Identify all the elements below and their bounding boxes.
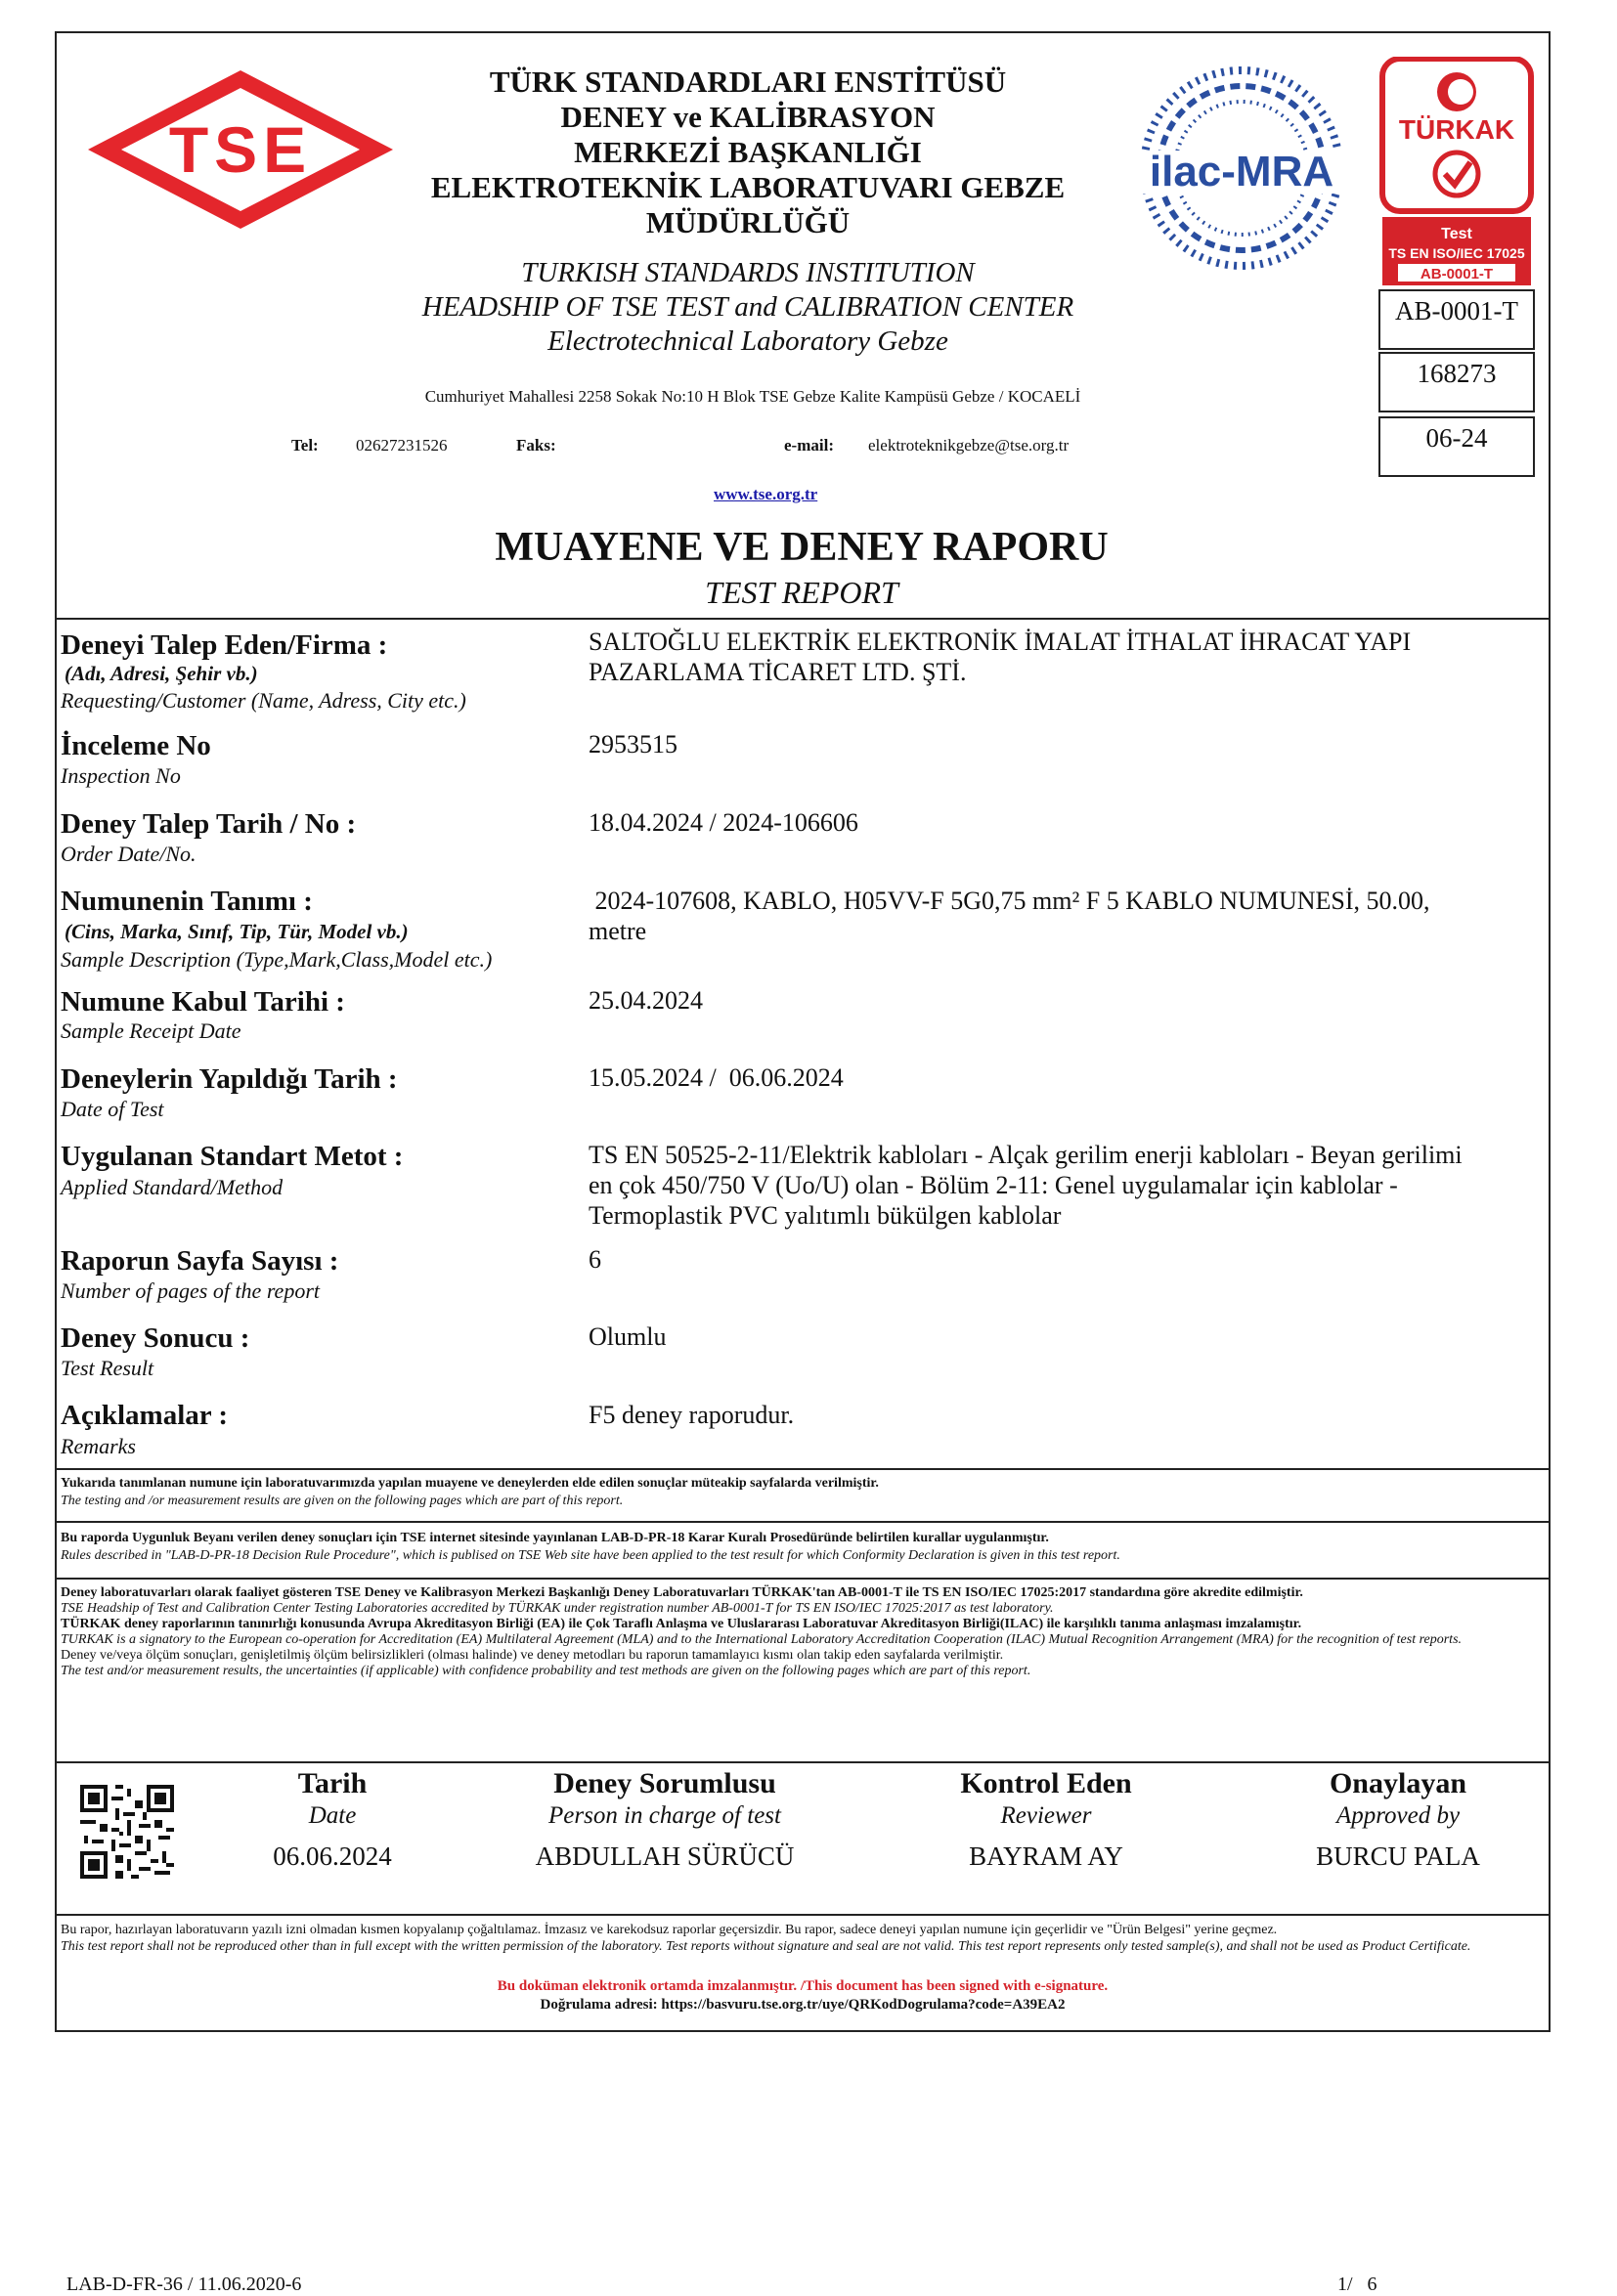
header-en-line: Electrotechnical Laboratory Gebze: [547, 325, 948, 357]
sig-reviewer-value: BAYRAM AY: [969, 1841, 1123, 1871]
pages-sub: Number of pages of the report: [61, 1278, 320, 1303]
note-uncertainty-en: The test and/or measurement results, the uncertainties (if applicable) with confidence probability and test methods are given on the following pages which are part of this report.: [61, 1664, 1031, 1678]
website-link[interactable]: www.tse.org.tr: [714, 485, 818, 503]
customer-label: Deneyi Talep Eden/Firma :: [61, 629, 388, 661]
remarks-label: Açıklamalar :: [61, 1400, 229, 1431]
tse-logo: [84, 66, 397, 233]
order-sub: Order Date/No.: [61, 842, 197, 866]
esign-notice: Bu doküman elektronik ortamda imzalanmıştır. /This document has been signed with e-signature.: [497, 1978, 1109, 1994]
disclaimer-en: This test report shall not be reproduced other than in full except with the written permission of the laboratory. Test reports without signature and seal are not valid. This test report represents only tested sample(s), and shall not be used as Product Certificate.: [61, 1939, 1471, 1954]
turkak-text: TÜRKAK: [1398, 114, 1515, 145]
header-en: [362, 256, 1134, 359]
note-accreditation-en: TSE Headship of Test and Calibration Center Testing Laboratories accredited by TÜRKAK under registration number AB-0001-T for TS EN ISO/IEC 17025:2017 as test laboratory.: [61, 1601, 1054, 1616]
standard-value-line: en çok 450/750 V (Uo/U) olan - Bölüm 2-11: Genel uygulamalar için kablolar -: [589, 1171, 1398, 1199]
certificate-no-box: 168273: [1378, 352, 1535, 412]
receipt-value: 25.04.2024: [589, 986, 703, 1015]
sample-value-line: 2024-107608, KABLO, H05VV-F 5G0,75 mm² F 5 KABLO NUMUNESİ, 50.00,: [589, 887, 1430, 915]
header-tr-line: MÜDÜRLÜĞÜ: [645, 205, 851, 239]
remarks-value: F5 deney raporudur.: [589, 1401, 795, 1429]
sig-date-value: 06.06.2024: [273, 1841, 392, 1871]
test-date-label: Deneylerin Yapıldığı Tarih :: [61, 1063, 398, 1095]
standard-value-line: Termoplastik PVC yalıtımlı bükülgen kablolar: [589, 1201, 1062, 1230]
sig-person-sub: Person in charge of test: [548, 1802, 781, 1829]
sig-reviewer-title: Kontrol Eden: [960, 1767, 1132, 1799]
standard-sub: Applied Standard/Method: [61, 1175, 284, 1199]
note-decision-en: Rules described in "LAB-D-PR-18 Decision Rule Procedure", which is publised on TSE Web site have been applied to the test result for which Conformity Declaration is given in this test report.: [61, 1548, 1120, 1563]
customer-value-line: SALTOĞLU ELEKTRİK ELEKTRONİK İMALAT İTHALAT İHRACAT YAPI: [589, 628, 1412, 656]
header-tr-line: TÜRK STANDARDLARI ENSTİTÜSÜ: [489, 65, 1007, 99]
ilac-mra-text: ilac-MRA: [1149, 148, 1334, 195]
header-en-line: HEADSHIP OF TSE TEST and CALIBRATION CENTER: [421, 291, 1074, 323]
divider: [55, 618, 1551, 620]
disclaimer-tr: Bu rapor, hazırlayan laboratuvarın yazılı izni olmadan kısmen kopyalanıp çoğaltılamaz. İmzasız ve karekodsuz raporlar geçersizdir. Bu rapor, sadece deneyi yapılan numune için geçerlidir ve "Ürün Belgesi" yerine geçmez.: [61, 1923, 1278, 1937]
result-label: Deney Sonucu :: [61, 1322, 250, 1354]
test-date-value: 15.05.2024 / 06.06.2024: [589, 1063, 844, 1092]
result-sub: Test Result: [61, 1356, 154, 1380]
turkak-logo: [1378, 57, 1535, 287]
sig-person-value: ABDULLAH SÜRÜCÜ: [535, 1841, 795, 1871]
note-recognition-en: TURKAK is a signatory to the European co-operation for Accreditation (EA) Multilateral Agreement (MLA) and to the International Laboratory Accreditation Cooperation (ILAC) Mutual Recognition Arrangement (MRA) for the recognition of test reports.: [61, 1632, 1463, 1647]
divider: [55, 1914, 1551, 1916]
sig-date-sub: Date: [308, 1802, 357, 1829]
note-accreditation-tr: Deney laboratuvarları olarak faaliyet gösteren TSE Deney ve Kalibrasyon Merkezi Başkanlığı Deney Laboratuvarları TÜRKAK'tan AB-0001-T ile TS EN ISO/IEC 17025:2017 standardına göre akredite edilmiştir.: [61, 1585, 1303, 1600]
receipt-label: Numune Kabul Tarihi :: [61, 986, 345, 1018]
report-subtitle: TEST REPORT: [705, 575, 898, 610]
inspection-sub: Inspection No: [61, 763, 181, 788]
order-label: Deney Talep Tarih / No :: [61, 808, 357, 840]
standard-value-line: TS EN 50525-2-11/Elektrik kabloları - Alçak gerilim enerji kabloları - Beyan gerilimi: [589, 1141, 1463, 1169]
note-decision-tr: Bu raporda Uygunluk Beyanı verilen deney sonuçları için TSE internet sitesinde yayınlanan LAB-D-PR-18 Karar Kuralı Prosedüründe belirtilen kurallar uygulanmıştır.: [61, 1531, 1049, 1545]
tel-value: 02627231526: [356, 436, 448, 455]
report-title: MUAYENE VE DENEY RAPORU: [495, 525, 1109, 570]
pages-value: 6: [589, 1245, 601, 1274]
header-tr-line: DENEY ve KALİBRASYON: [560, 100, 936, 134]
sig-reviewer-sub: Reviewer: [1000, 1802, 1092, 1829]
sample-value: [589, 886, 1537, 946]
note-uncertainty-tr: Deney ve/veya ölçüm sonuçları, genişletilmiş ölçüm belirsizlikleri (olması halinde) ve deney metodları bu raporun tamamlayıcı kısmı olan takip eden sayfalarda verilmiştir.: [61, 1648, 1004, 1663]
page-number: 1/ 6: [1337, 2274, 1377, 2295]
qr-code[interactable]: [76, 1781, 178, 1883]
fax-label: Faks:: [516, 436, 556, 455]
note-recognition-tr: TÜRKAK deney raporlarının tanınırlığı konusunda Avrupa Akreditasyon Birliği (EA) ile Çok Taraflı Anlaşma ve Uluslararası Laboratuvar Akreditasyon Birliği(ILAC) ile karşılıklı tanıma anlaşması imzalamıştır.: [61, 1617, 1302, 1631]
order-value: 18.04.2024 / 2024-106606: [589, 808, 858, 837]
divider: [55, 1521, 1551, 1523]
note-results-en: The testing and /or measurement results are given on the following pages which are part of this report.: [61, 1494, 624, 1508]
date-code-box: 06-24: [1378, 416, 1535, 477]
customer-value-line: PAZARLAMA TİCARET LTD. ŞTİ.: [589, 658, 967, 686]
standard-label: Uygulanan Standart Metot :: [61, 1141, 404, 1172]
header-en-line: TURKISH STANDARDS INSTITUTION: [521, 257, 975, 288]
turkak-badge-test: Test: [1441, 226, 1472, 242]
sig-approver-title: Onaylayan: [1329, 1767, 1467, 1799]
verification-url[interactable]: Doğrulama adresi: https://basvuru.tse.org.tr/uye/QRKodDogrulama?code=A39EA2: [540, 1997, 1066, 2013]
disclaimer: [61, 1922, 1537, 1955]
note-accreditation: [61, 1585, 1527, 1679]
inspection-label: İnceleme No: [61, 730, 211, 761]
sig-approver-sub: Approved by: [1335, 1802, 1461, 1829]
email-value: elektroteknikgebze@tse.org.tr: [868, 436, 1070, 455]
turkak-badge-code: AB-0001-T: [1420, 266, 1494, 282]
ilac-mra-logo: [1134, 61, 1349, 276]
tel-label: Tel:: [291, 436, 319, 455]
turkak-badge-standard: TS EN ISO/IEC 17025: [1388, 245, 1525, 261]
test-date-sub: Date of Test: [61, 1097, 164, 1121]
tse-logo-text: TSE: [168, 113, 313, 186]
accreditation-no-box: AB-0001-T: [1378, 289, 1535, 350]
divider: [55, 1761, 1551, 1763]
remarks-sub: Remarks: [61, 1434, 136, 1458]
sig-date-title: Tarih: [297, 1767, 368, 1799]
sig-person-title: Deney Sorumlusu: [553, 1767, 776, 1799]
sample-sub-en: Sample Description (Type,Mark,Class,Model etc.): [61, 947, 493, 972]
form-code: LAB-D-FR-36 / 11.06.2020-6: [66, 2274, 302, 2295]
standard-value: [589, 1140, 1537, 1231]
sig-approver-value: BURCU PALA: [1316, 1841, 1480, 1871]
divider: [55, 1468, 1551, 1470]
customer-sub-en: Requesting/Customer (Name, Adress, City etc.): [61, 688, 466, 713]
note-results-tr: Yukarıda tanımlanan numune için laboratuvarımızda yapılan muayene ve deneylerden elde edilen sonuçlar müteakip sayfalarda verilmiştir.: [61, 1476, 879, 1491]
inspection-value: 2953515: [589, 730, 677, 758]
sample-label: Numunenin Tanımı :: [61, 886, 313, 917]
header-tr: [362, 65, 1134, 240]
pages-label: Raporun Sayfa Sayısı :: [61, 1245, 339, 1277]
divider: [55, 1578, 1551, 1580]
email-label: e-mail:: [784, 436, 834, 455]
sample-value-line: metre: [589, 917, 647, 945]
header-tr-line: MERKEZİ BAŞKANLIĞI: [574, 135, 922, 169]
customer-sub-tr: (Adı, Adresi, Şehir vb.): [65, 662, 258, 685]
result-value: Olumlu: [589, 1322, 667, 1351]
receipt-sub: Sample Receipt Date: [61, 1018, 241, 1043]
customer-value: [589, 627, 1537, 687]
header-tr-line: ELEKTROTEKNİK LABORATUVARI GEBZE: [430, 170, 1066, 204]
lab-address: Cumhuriyet Mahallesi 2258 Sokak No:10 H Blok TSE Gebze Kalite Kampüsü Gebze / KOCAELİ: [424, 387, 1081, 406]
sample-sub-tr: (Cins, Marka, Sınıf, Tip, Tür, Model vb.): [65, 920, 409, 943]
